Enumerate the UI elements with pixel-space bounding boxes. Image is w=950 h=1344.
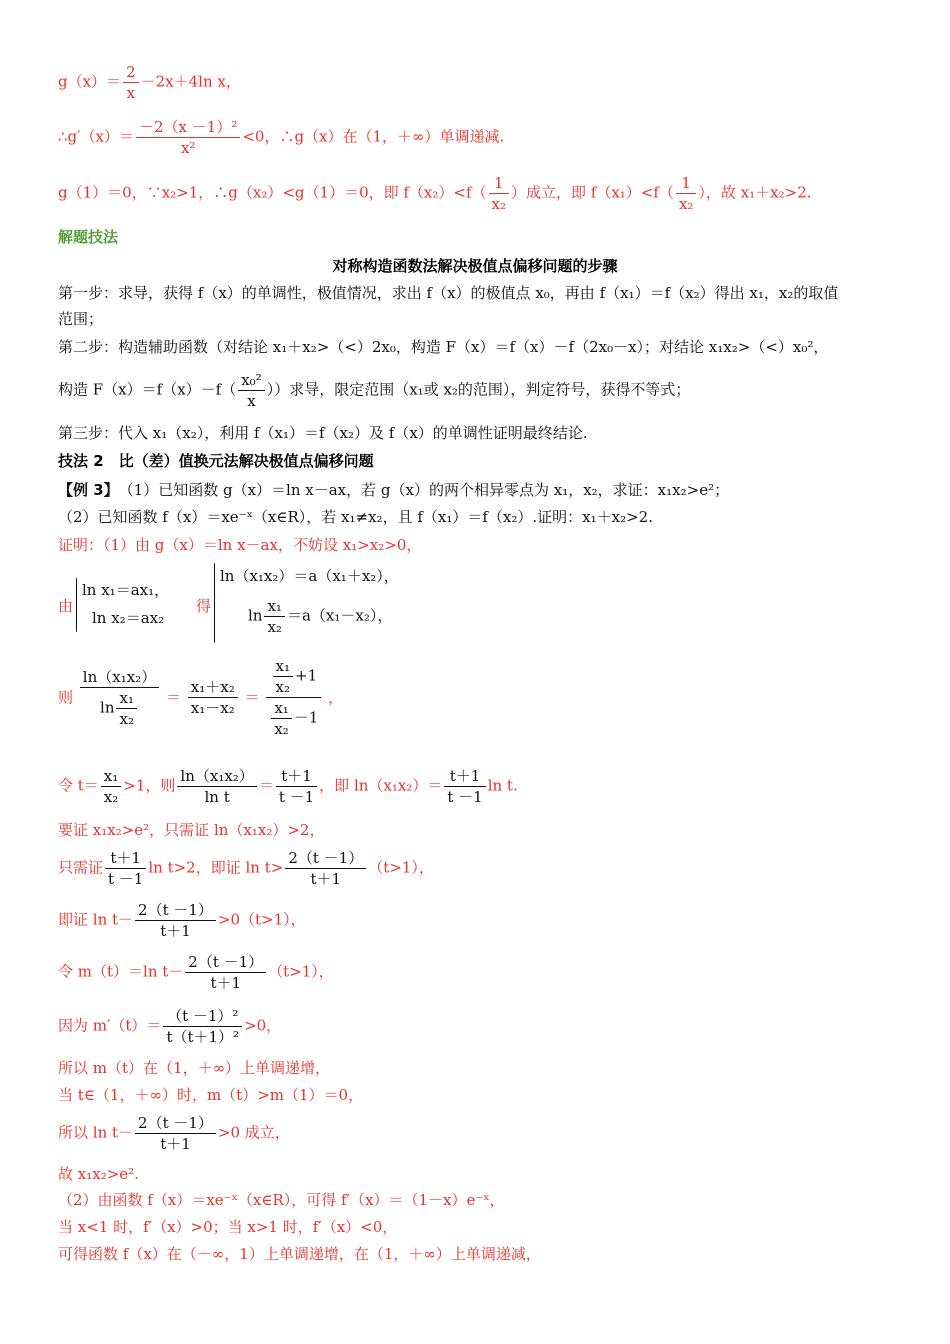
denominator: x₂ <box>267 618 282 636</box>
line-therefore: 故 x₁x₂>e². <box>58 1165 139 1183</box>
fraction <box>285 848 366 889</box>
numerator <box>266 656 321 698</box>
system2-eq2 <box>248 596 392 637</box>
example3-line2: （2）已知函数 f（x）＝xe⁻ˣ（x∈R），若 x₁≠x₂，且 f（x₁）＝f（x₂）.证明：x₁＋x₂>2. <box>58 508 653 526</box>
left-brace <box>214 563 215 643</box>
system-de-label: 得 <box>196 597 212 615</box>
numerator: x₀² <box>238 370 265 391</box>
denominator: x₂ <box>119 709 134 728</box>
denominator: t －1 <box>108 870 144 888</box>
denominator <box>80 688 159 729</box>
fraction <box>135 900 216 941</box>
denominator: t －1 <box>447 788 483 806</box>
numerator: t＋1 <box>105 848 146 869</box>
text: （t>1）， <box>368 858 434 877</box>
fraction <box>676 173 696 214</box>
fraction <box>264 596 284 637</box>
text: ，即 ln（x₁x₂）＝ <box>319 776 443 795</box>
denominator: x₂ <box>274 720 289 738</box>
denominator: x <box>247 392 256 410</box>
line-when-t: 当 t∈（1，＋∞）时，m（t）>m（1）＝0， <box>58 1086 364 1104</box>
line-part2: （2）由函数 f（x）＝xe⁻ˣ（x∈R），可得 f′（x）＝（1－x）e⁻ˣ， <box>58 1191 505 1209</box>
text: ln t>2，即证 ln t> <box>148 858 284 877</box>
fraction <box>271 698 291 739</box>
numerator: x₁＋x₂ <box>188 677 238 698</box>
fraction <box>266 656 321 739</box>
steps-title: 对称构造函数法解决极值点偏移问题的步骤 <box>332 257 618 275</box>
line-i-e-prove <box>58 900 306 941</box>
text: >0， <box>244 1016 282 1035</box>
denominator: x² <box>180 139 196 157</box>
denominator: t（t＋1）² <box>166 1028 240 1046</box>
line-when-x: 当 x<1 时，f′（x）>0；当 x>1 时，f′（x）<0， <box>58 1218 398 1236</box>
text: ））求导，限定范围（x₁或 x₂的范围），判定符号，获得不等式； <box>266 380 691 399</box>
numerator: 2 <box>123 62 139 83</box>
line-need-prove: 要证 x₁x₂>e²，只需证 ln（x₁x₂）>2， <box>58 821 325 839</box>
text: 令 m（t）＝ln t－ <box>58 962 184 981</box>
step2-line2 <box>58 370 690 411</box>
denominator: t －1 <box>278 788 315 806</box>
fraction <box>105 848 146 889</box>
denominator <box>266 698 321 739</box>
line-let-t <box>58 766 518 807</box>
denominator: x₂ <box>491 195 507 213</box>
text: 构造 F（x）＝f（x）－f（ <box>58 380 237 399</box>
denominator: t＋1 <box>310 870 342 888</box>
line-only-prove <box>58 848 434 889</box>
numerator: t＋1 <box>276 766 317 787</box>
numerator: x₁ <box>271 698 291 719</box>
fraction <box>444 766 485 807</box>
fraction <box>80 667 159 729</box>
denominator: t＋1 <box>210 974 242 992</box>
text: ＝ <box>244 688 260 707</box>
fraction <box>489 173 509 214</box>
denominator: x₂ <box>678 195 694 213</box>
line-g1 <box>58 173 812 214</box>
proof-line1: 证明：（1）由 g（x）＝ln x－ax，不妨设 x₁>x₂>0， <box>58 536 422 554</box>
text: ln <box>100 698 115 716</box>
text: ， <box>328 688 344 707</box>
text: 则 <box>58 688 74 707</box>
technique2-heading: 技法 2 比（差）值换元法解决极值点偏移问题 <box>58 452 374 470</box>
numerator: 1 <box>489 173 509 194</box>
line-gx <box>58 62 241 103</box>
left-brace <box>76 578 77 632</box>
line-monotonic: 可得函数 f（x）在（－∞，1）上单调递增，在（1，＋∞）上单调递减， <box>58 1245 541 1263</box>
denominator: x₂ <box>103 788 119 806</box>
step1-line2: 范围； <box>58 310 104 328</box>
system1-eq1: ln x₁＝ax₁， <box>82 581 170 599</box>
fraction <box>101 766 121 807</box>
numerator: （t －1）² <box>163 1006 242 1027</box>
text: 即证 ln t－ <box>58 910 134 929</box>
numerator: x₁ <box>101 766 121 787</box>
fraction <box>135 1113 216 1154</box>
text: 因为 m′（t）＝ <box>58 1016 162 1035</box>
text: ＝ <box>258 776 274 795</box>
fraction <box>238 370 265 411</box>
denominator: x₂ <box>275 678 290 696</box>
numerator: x₁ <box>116 688 136 709</box>
denominator: t＋1 <box>160 922 191 940</box>
text: +1 <box>295 666 318 685</box>
denominator: x₁－x₂ <box>190 699 235 717</box>
fraction <box>177 766 256 807</box>
fraction <box>188 677 238 718</box>
numerator: 2（t －1） <box>135 1113 216 1134</box>
text: g（1）＝0，∵x₂>1，∴g（x₂）<g（1）＝0，即 f（x₂）<f（ <box>58 183 487 202</box>
numerator: 2（t －1） <box>285 848 366 869</box>
fraction <box>163 1006 242 1047</box>
text: 只需证 <box>58 858 104 877</box>
line-because <box>58 1006 281 1047</box>
text: >1，则 <box>123 776 176 795</box>
text: ∴g′（x）＝ <box>58 127 135 146</box>
text: ）成立，即 f（x₁）<f（ <box>511 183 674 202</box>
text: 令 t＝ <box>58 776 99 795</box>
text: ＝ <box>165 688 181 707</box>
numerator: －2（x －1）² <box>136 117 240 138</box>
numerator: 2（t －1） <box>135 900 216 921</box>
text: （t>1）， <box>268 962 334 981</box>
denominator: t＋1 <box>160 1135 191 1153</box>
numerator: ln（x₁x₂） <box>177 766 256 787</box>
step3-line: 第三步：代入 x₁（x₂），利用 f（x₁）＝f（x₂）及 f（x）的单调性证明最终结论. <box>58 424 588 442</box>
example-label: 【例 3】 <box>58 481 112 499</box>
text: ），故 x₁＋x₂>2. <box>698 183 812 202</box>
text: （1）已知函数 g（x）＝ln x－ax，若 g（x）的两个相异零点为 x₁，x₂，求证：x₁x₂>e²； <box>111 481 730 499</box>
fraction <box>136 117 240 158</box>
text: ln t. <box>487 776 518 795</box>
fraction <box>276 766 317 807</box>
fraction <box>116 688 136 729</box>
heading-solution-technique: 解题技法 <box>58 228 119 246</box>
system2-eq1: ln（x₁x₂）＝a（x₁＋x₂）， <box>220 567 399 585</box>
numerator: 1 <box>676 173 696 194</box>
text: －1 <box>293 708 319 727</box>
numerator: 2（t －1） <box>185 952 266 973</box>
text: ln <box>248 606 263 625</box>
text: 所以 ln t－ <box>58 1123 134 1142</box>
denominator: ln t <box>204 788 230 806</box>
text: ＝a（x₁－x₂）， <box>286 606 393 625</box>
numerator: ln（x₁x₂） <box>80 667 159 688</box>
step2-line1: 第二步：构造辅助函数（对结论 x₁＋x₂>（<）2x₀，构造 F（x）＝f（x）－f（2x₀－x）；对结论 x₁x₂>（<）x₀²， <box>58 338 829 356</box>
line-let-m <box>58 952 334 993</box>
text: g（x）＝ <box>58 72 122 91</box>
line-gprime <box>58 117 504 158</box>
fraction <box>185 952 266 993</box>
denominator: x <box>126 84 136 102</box>
step1-line1: 第一步：求导，获得 f（x）的单调性，极值情况，求出 f（x）的极值点 x₀，再由 f（x₁）＝f（x₂）得出 x₁，x₂的取值 <box>58 284 839 302</box>
system-you-label: 由 <box>58 597 74 615</box>
system1-eq2: ln x₂＝ax₂ <box>92 609 165 627</box>
fraction <box>123 62 139 103</box>
text: <0，∴g（x）在（1，＋∞）单调递减. <box>242 127 505 146</box>
numerator: x₁ <box>273 656 293 677</box>
line-ze <box>58 656 343 739</box>
text: >0 成立， <box>217 1123 290 1142</box>
line-so-increasing: 所以 m（t）在（1，＋∞）上单调递增， <box>58 1059 331 1077</box>
example3-line1 <box>58 480 729 500</box>
line-so-holds <box>58 1113 290 1154</box>
text: －2x＋4ln x， <box>140 72 241 91</box>
numerator: x₁ <box>264 596 284 617</box>
numerator: t＋1 <box>444 766 485 787</box>
fraction <box>273 656 293 697</box>
text: >0（t>1）， <box>217 910 306 929</box>
